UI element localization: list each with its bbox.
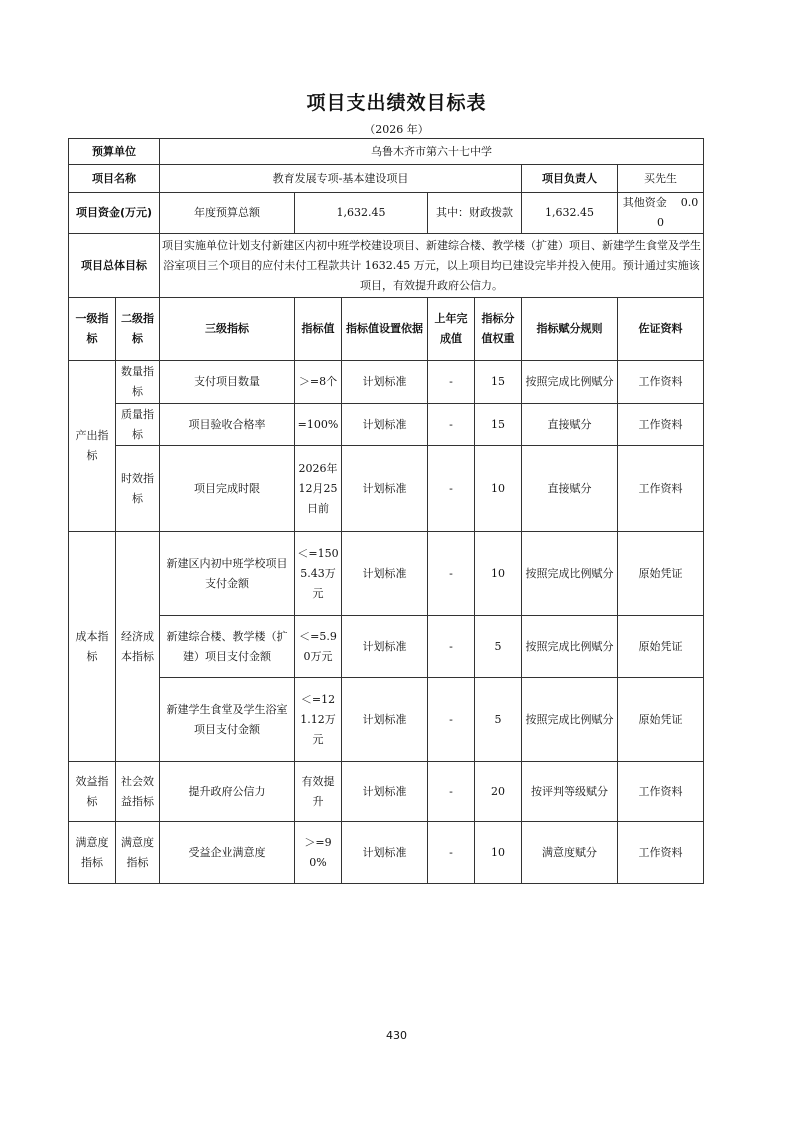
group-satisfaction: 满意度指标: [69, 822, 116, 884]
row-basis: 计划标准: [342, 616, 428, 678]
row-rule: 满意度赋分: [522, 822, 618, 884]
table-row: [69, 678, 704, 762]
table-row: [69, 446, 704, 532]
group-benefit: 效益指标: [69, 762, 116, 822]
row-evidence: 原始凭证: [618, 678, 704, 762]
row-value: 2026年12月25日前: [295, 446, 342, 532]
row-rule: 按照完成比例赋分: [522, 678, 618, 762]
header-evidence: 佐证资料: [618, 298, 704, 361]
other-funds-amount: 0.00: [657, 196, 699, 229]
row-evidence: 原始凭证: [618, 616, 704, 678]
row-rule: 按评判等级赋分: [522, 762, 618, 822]
row-value: ＜=1505.43万元: [295, 532, 342, 616]
row-basis: 计划标准: [342, 361, 428, 404]
row-value: ＜=5.90万元: [295, 616, 342, 678]
row-last: -: [428, 361, 475, 404]
row-weight: 10: [475, 446, 522, 532]
row-name: 提升政府公信力: [160, 762, 295, 822]
row-last: -: [428, 446, 475, 532]
goal-text: 项目实施单位计划支付新建区内初中班学校建设项目、新建综合楼、教学楼（扩建）项目、新建学生食堂及学生浴室项目三个项目的应付未付工程款共计 1632.45 万元，以上项目均已建设完毕并投入使用。预计通过实施该项目，有效提升政府公信力。: [160, 234, 704, 298]
row-basis: 计划标准: [342, 678, 428, 762]
annual-budget-value: 1,632.45: [295, 193, 428, 234]
row-name: 项目完成时限: [160, 446, 295, 532]
performance-table: [68, 138, 704, 884]
row-weight: 10: [475, 532, 522, 616]
goal-label: 项目总体目标: [69, 234, 160, 298]
row-evidence: 工作资料: [618, 822, 704, 884]
row-name: 项目验收合格率: [160, 404, 295, 446]
row-rule: 直接赋分: [522, 404, 618, 446]
funds-label: 项目资金(万元): [69, 193, 160, 234]
row-weight: 5: [475, 616, 522, 678]
table-row: [69, 361, 704, 404]
subgroup-timeliness: 时效指标: [116, 446, 160, 532]
row-basis: 计划标准: [342, 822, 428, 884]
other-funds-value: [618, 193, 704, 234]
row-value: ＞=8个: [295, 361, 342, 404]
subgroup-satisfaction: 满意度指标: [116, 822, 160, 884]
page-title: 项目支出绩效目标表: [306, 92, 487, 114]
unit-label: 预算单位: [69, 139, 160, 165]
annual-budget-label: 年度预算总额: [160, 193, 295, 234]
row-last: -: [428, 616, 475, 678]
row-evidence: 工作资料: [618, 762, 704, 822]
year-label: （2026 年）: [364, 123, 429, 136]
row-name: 新建学生食堂及学生浴室项目支付金额: [160, 678, 295, 762]
row-evidence: 工作资料: [618, 404, 704, 446]
row-weight: 20: [475, 762, 522, 822]
row-basis: 计划标准: [342, 404, 428, 446]
row-rule: 直接赋分: [522, 446, 618, 532]
row-basis: 计划标准: [342, 532, 428, 616]
page-number: 430: [386, 1029, 407, 1042]
row-value: =100%: [295, 404, 342, 446]
subgroup-social-benefit: 社会效益指标: [116, 762, 160, 822]
row-rule: 按照完成比例赋分: [522, 361, 618, 404]
row-weight: 15: [475, 361, 522, 404]
other-funds-label: 其他资金: [622, 196, 667, 209]
row-last: -: [428, 678, 475, 762]
header-level1: 一级指标: [69, 298, 116, 361]
row-name: 新建综合楼、教学楼（扩建）项目支付金额: [160, 616, 295, 678]
header-level3: 三级指标: [160, 298, 295, 361]
row-name: 受益企业满意度: [160, 822, 295, 884]
table-row: [69, 762, 704, 822]
manager-label: 项目负责人: [522, 165, 618, 193]
row-name: 支付项目数量: [160, 361, 295, 404]
row-value: ＞=90%: [295, 822, 342, 884]
row-value: ＜=121.12万元: [295, 678, 342, 762]
row-rule: 按照完成比例赋分: [522, 616, 618, 678]
table-row: [69, 616, 704, 678]
group-cost: 成本指标: [69, 532, 116, 762]
project-name-value: 教育发展专项-基本建设项目: [160, 165, 522, 193]
subgroup-quantity: 数量指标: [116, 361, 160, 404]
row-weight: 5: [475, 678, 522, 762]
group-output: 产出指标: [69, 361, 116, 532]
row-rule: 按照完成比例赋分: [522, 532, 618, 616]
unit-value: 乌鲁木齐市第六十七中学: [160, 139, 704, 165]
row-last: -: [428, 532, 475, 616]
header-level2: 二级指标: [116, 298, 160, 361]
row-last: -: [428, 822, 475, 884]
header-weight: 指标分值权重: [475, 298, 522, 361]
row-evidence: 工作资料: [618, 361, 704, 404]
project-name-label: 项目名称: [69, 165, 160, 193]
table-row: [69, 404, 704, 446]
manager-value: 买先生: [618, 165, 704, 193]
row-evidence: 工作资料: [618, 446, 704, 532]
subgroup-economic-cost: 经济成本指标: [116, 532, 160, 762]
row-name: 新建区内初中班学校项目支付金额: [160, 532, 295, 616]
header-value: 指标值: [295, 298, 342, 361]
row-basis: 计划标准: [342, 446, 428, 532]
row-weight: 10: [475, 822, 522, 884]
row-last: -: [428, 762, 475, 822]
row-value: 有效提升: [295, 762, 342, 822]
row-last: -: [428, 404, 475, 446]
header-rule: 指标赋分规则: [522, 298, 618, 361]
header-last-year: 上年完成值: [428, 298, 475, 361]
row-weight: 15: [475, 404, 522, 446]
row-evidence: 原始凭证: [618, 532, 704, 616]
table-row: [69, 532, 704, 616]
fiscal-label: 其中：财政拨款: [428, 193, 522, 234]
header-basis: 指标值设置依据: [342, 298, 428, 361]
subgroup-quality: 质量指标: [116, 404, 160, 446]
table-row: [69, 822, 704, 884]
row-basis: 计划标准: [342, 762, 428, 822]
fiscal-value: 1,632.45: [522, 193, 618, 234]
